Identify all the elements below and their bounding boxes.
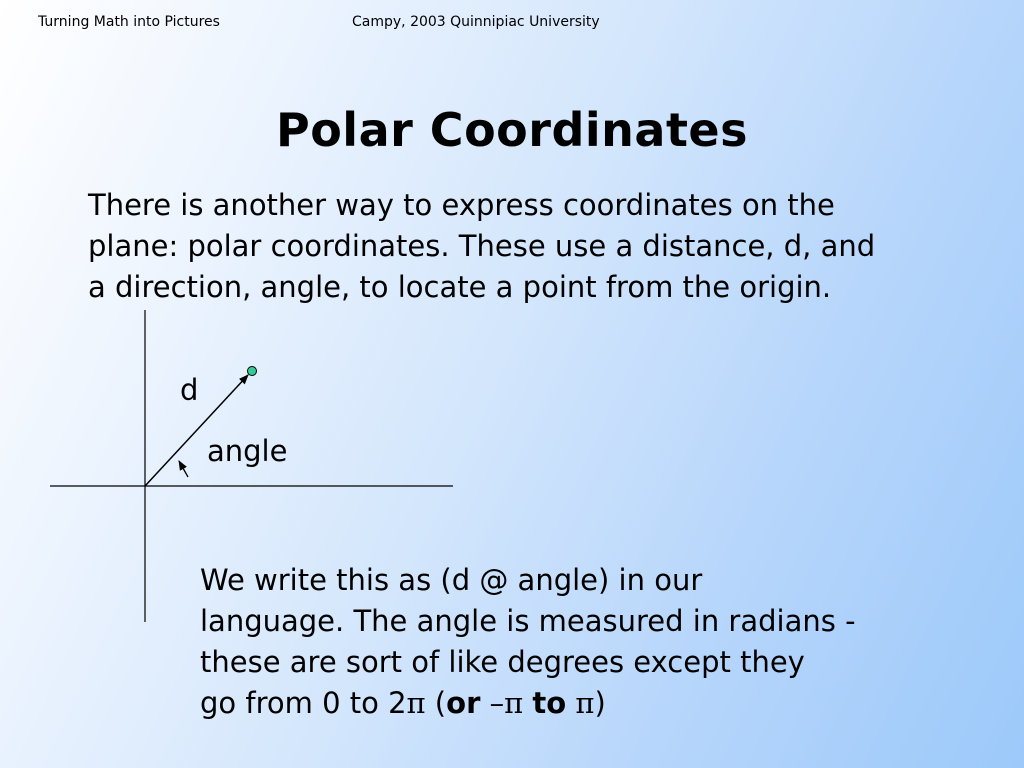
note-line: these are sort of like degrees except they <box>200 645 805 679</box>
polar-point <box>248 367 257 376</box>
header-course-title: Turning Math into Pictures <box>38 14 220 30</box>
intro-line: plane: polar coordinates. These use a distance, d, and <box>88 229 876 263</box>
note-line: We write this as (d @ angle) in our <box>200 563 703 597</box>
negative-pi: –π <box>480 686 533 720</box>
paren-close: ) <box>594 686 606 720</box>
header-author-info: Campy, 2003 Quinnipiac University <box>352 14 600 30</box>
note-line-range <box>200 683 920 724</box>
range-prefix: go from 0 to 2 <box>200 686 407 720</box>
pi-symbol: π <box>406 686 426 720</box>
slide-title: Polar Coordinates <box>275 103 749 157</box>
or-word: or <box>446 686 481 720</box>
angle-label: angle <box>207 434 288 468</box>
to-word: to <box>532 686 567 720</box>
intro-line: There is another way to express coordinates on the <box>88 188 835 222</box>
distance-label: d <box>180 373 199 407</box>
pi-end: π <box>566 686 595 720</box>
notation-paragraph <box>200 560 920 724</box>
note-line: language. The angle is measured in radians - <box>200 604 856 638</box>
angle-arrow <box>179 461 188 477</box>
paren-open: ( <box>425 686 447 720</box>
intro-line: a direction, angle, to locate a point from the origin. <box>88 270 832 304</box>
